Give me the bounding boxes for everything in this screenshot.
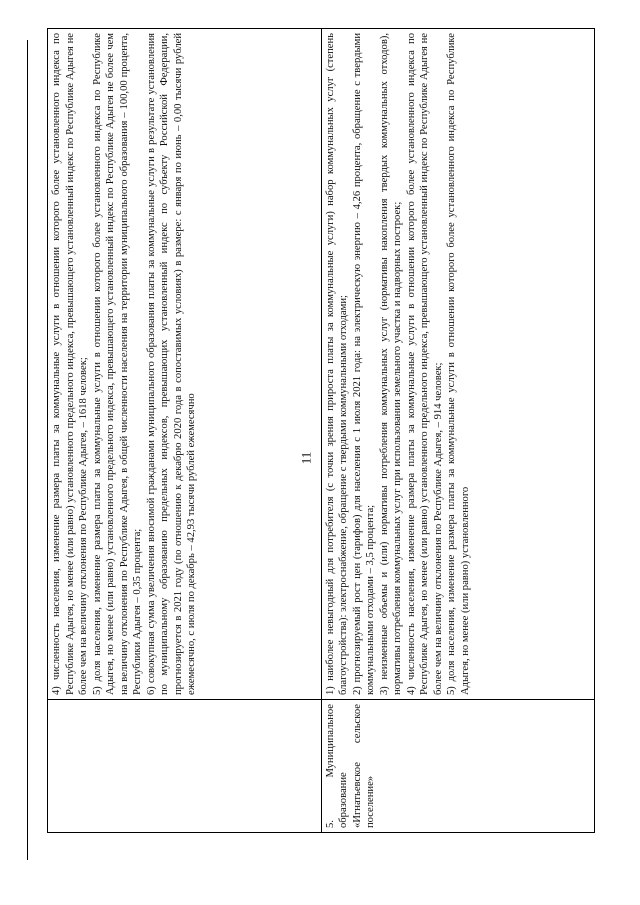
rotated-page-content: [47, 28, 595, 833]
table-row: [321, 29, 595, 833]
list-item: 4) численность населения, изменение размера платы за коммунальные услуги в отношении которого более установленного индекса по Республике Адыгея, но менее (или равно) установленного предельного индекса, превышающего установленный индекс по Республике Адыгея не более чем на величину отклонения по Республике Адыгея, – 914 человек;: [405, 33, 444, 695]
list-item: 5) доля населения, изменение размера платы за коммунальные услуги в отношении которого более установленного индекса по Республике Адыгея, но менее (или равно) установленного: [446, 33, 471, 695]
details-cell: [48, 29, 322, 700]
list-item: 3) неизменные объемы и (или) нормативы потребления коммунальных услуг (нормативы накопления твердых коммунальных отходов), нормативы потребления коммунальных услуг при использовании земельного участка и надворных построек;: [378, 33, 404, 695]
municipality-cell: 5. Муниципальное образование «Игнатьевское сельское поселение»: [321, 700, 595, 833]
details-cell: [321, 29, 595, 700]
municipality-cell: [48, 700, 322, 833]
list-item: 1) наиболее невыгодный для потребителя (с точки зрения прироста платы за коммунальные услуги) набор коммунальных услуг (степень благоустройства): электроснабжение, обращение с твердыми коммунальными отходами;: [324, 33, 350, 695]
page-number: 11: [298, 451, 314, 465]
table-row: [48, 29, 322, 833]
indices-table: [47, 28, 595, 833]
list-item: 6) совокупная сумма увеличения вносимой гражданами муниципального образования платы за коммунальные услуги в результате установления по муниципальному образованию предельных индексов, превышающих установленный индекс по субъекту Российской Федерации, прогнозируется в 2021 году (по отношению к декабрю 2020 года в сопоставимых условиях) в размере: с января по июнь – 0,00 тысячи рублей ежемесячно, с июля по декабрь – 42,93 тысячи рублей ежемесячно: [145, 33, 198, 695]
list-item: 2) прогнозируемый рост цен (тарифов) для населения с 1 июля 2021 года: на электрическую энергию – 4,26 процента, обращение с твердыми коммунальными отходами – 3,5 процента;: [351, 33, 377, 695]
list-item: 4) численность населения, изменение размера платы за коммунальные услуги в отношении которого более установленного индекса по Республике Адыгея, но менее (или равно) установленного предельного индекса, превышающего установленный индекс по Республике Адыгея не более чем на величину отклонения по Республике Адыгея, – 1618 человек;: [51, 33, 90, 695]
binding-line: [27, 40, 28, 860]
list-item: 5) доля населения, изменение размера платы за коммунальные услуги в отношении которого более установленного индекса по Республике Адыгея, но менее (или равно) установленного предельного индекса, превышающего установленный индекс по Республике Адыгея не более чем на величину отклонения по Республике Адыгея, в общей численности населения на территории муниципального образования – 100,00 процента, Республики Адыгея – 0,35 процента;: [91, 33, 144, 695]
